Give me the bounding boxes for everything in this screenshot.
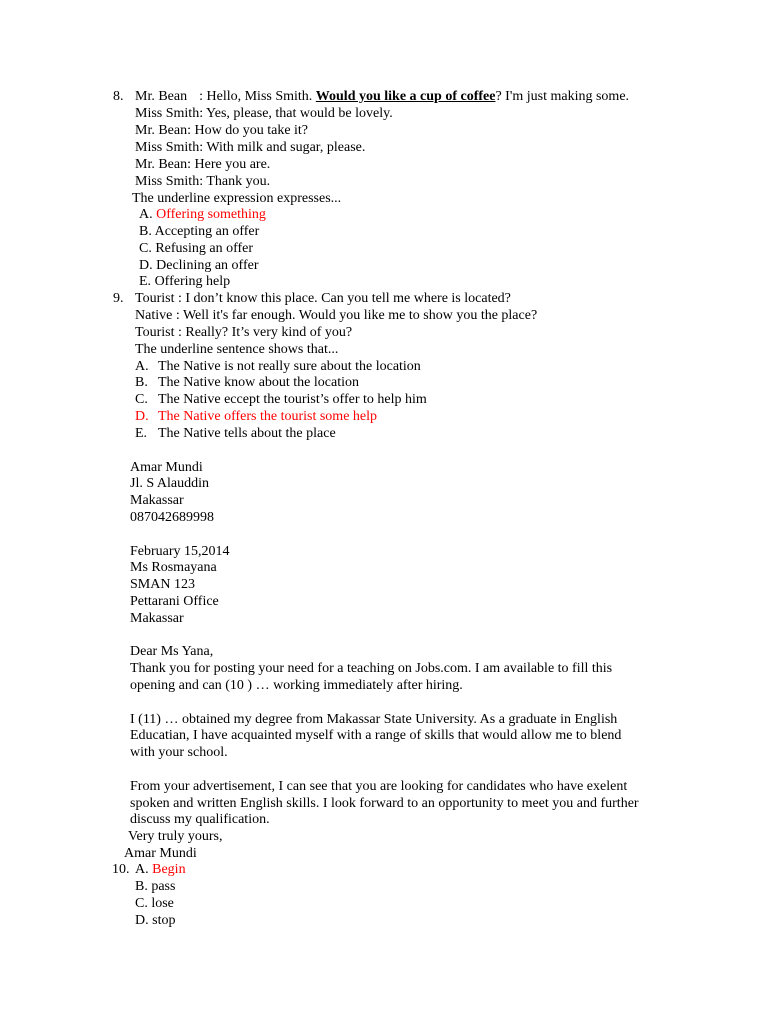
q10-option-letter: D. xyxy=(135,913,149,928)
q10-option-text-correct: Begin xyxy=(152,862,186,877)
q10-option-text: lose xyxy=(151,896,174,911)
q9-option-e xyxy=(135,425,336,442)
q8-dialog-line-5: Mr. Bean: Here you are. xyxy=(135,157,271,172)
q8-option-text: Offering help xyxy=(154,274,231,289)
letter-signature: Amar Mundi xyxy=(124,846,197,861)
q8-prompt: The underline expression expresses... xyxy=(132,191,342,206)
recipient-name: Ms Rosmayana xyxy=(130,560,217,575)
q10-option-a xyxy=(135,861,186,878)
q9-option-letter-correct: D. xyxy=(135,409,149,424)
q8-option-letter: A. xyxy=(139,207,153,222)
q8-option-b xyxy=(139,223,259,240)
q8-option-a xyxy=(139,206,266,223)
q8-dialog-line-2: Miss Smith: Yes, please, that would be lovely. xyxy=(135,106,393,121)
q8-option-text-correct: Offering something xyxy=(156,207,266,222)
q8-dialog-line-6: Miss Smith: Thank you. xyxy=(135,174,271,189)
q10-option-b xyxy=(135,878,175,895)
q10-number: 10. xyxy=(112,862,130,877)
q8-option-text: Declining an offer xyxy=(156,258,259,273)
q10-option-c xyxy=(135,895,174,912)
q9-option-d xyxy=(135,408,377,425)
q10-option-letter: A. xyxy=(135,862,149,877)
q10-option-letter: B. xyxy=(135,879,148,894)
q9-option-b xyxy=(135,374,359,391)
q8-number: 8. xyxy=(113,89,124,104)
q8-underlined-expression: Would you like a cup of coffee xyxy=(315,89,496,104)
sender-name: Amar Mundi xyxy=(130,460,203,475)
q9-option-text: The Native is not really sure about the location xyxy=(158,359,421,374)
letter-para2-line1: I (11) … obtained my degree from Makassar State University. As a graduate in English xyxy=(130,712,618,727)
q9-dialog-line-2: Native : Well it's far enough. Would you like me to show you the place? xyxy=(135,308,538,323)
q9-option-letter: E. xyxy=(135,426,148,441)
q10-option-d xyxy=(135,912,175,929)
q8-line1-pre: : Hello, Miss Smith. xyxy=(199,89,316,104)
q8-option-c xyxy=(139,240,253,257)
sender-city: Makassar xyxy=(130,493,184,508)
letter-para2-line2: Educatian, I have acquainted myself with a range of skills that would allow me to blend xyxy=(130,728,622,743)
letter-para3-line2: spoken and written English skills. I look forward to an opportunity to meet you and further xyxy=(130,796,639,811)
q9-option-letter: A. xyxy=(135,359,149,374)
letter-para1-line2: opening and can (10 ) … working immediately after hiring. xyxy=(130,678,463,693)
letter-para3-line1: From your advertisement, I can see that you are looking for candidates who have exelent xyxy=(130,779,628,794)
q8-dialog-line-1 xyxy=(135,88,629,105)
q8-line1-post: ? I'm just making some. xyxy=(495,89,630,104)
q8-option-d xyxy=(139,257,259,274)
q9-option-c xyxy=(135,391,427,408)
letter-para3-line3: discuss my qualification. xyxy=(130,812,270,827)
q8-dialog-line-4: Miss Smith: With milk and sugar, please. xyxy=(135,140,366,155)
letter-para1-line1: Thank you for posting your need for a teaching on Jobs.com. I am available to fill this xyxy=(130,661,613,676)
q9-option-letter: C. xyxy=(135,392,148,407)
letter-para2-line3: with your school. xyxy=(130,745,228,760)
q9-dialog-line-3: Tourist : Really? It’s very kind of you? xyxy=(135,325,353,340)
q9-option-text: The Native tells about the place xyxy=(158,426,336,441)
q8-option-letter: C. xyxy=(139,241,152,256)
q9-prompt: The underline sentence shows that... xyxy=(135,342,339,357)
letter-salutation: Dear Ms Yana, xyxy=(130,644,214,659)
q8-dialog-line-3: Mr. Bean: How do you take it? xyxy=(135,123,309,138)
q10-option-letter: C. xyxy=(135,896,148,911)
recipient-school: SMAN 123 xyxy=(130,577,195,592)
letter-closing: Very truly yours, xyxy=(128,829,223,844)
q9-option-text: The Native know about the location xyxy=(158,375,359,390)
sender-street: Jl. S Alauddin xyxy=(130,476,209,491)
q9-option-text-correct: The Native offers the tourist some help xyxy=(158,409,378,424)
q8-option-letter: E. xyxy=(139,274,152,289)
recipient-office: Pettarani Office xyxy=(130,594,219,609)
q10-option-text: pass xyxy=(151,879,176,894)
letter-date: February 15,2014 xyxy=(130,544,230,559)
q8-speaker: Mr. Bean xyxy=(135,89,188,104)
sender-phone: 087042689998 xyxy=(130,510,214,525)
q8-option-text: Accepting an offer xyxy=(154,224,260,239)
q8-option-text: Refusing an offer xyxy=(155,241,254,256)
q8-option-e xyxy=(139,273,230,290)
recipient-city: Makassar xyxy=(130,611,184,626)
q9-dialog-line-1: Tourist : I don’t know this place. Can you tell me where is located? xyxy=(135,291,511,306)
q8-option-letter: D. xyxy=(139,258,153,273)
q9-number: 9. xyxy=(113,291,124,306)
q9-option-a xyxy=(135,358,421,375)
q9-option-text: The Native eccept the tourist’s offer to help him xyxy=(158,392,427,407)
q8-option-letter: B. xyxy=(139,224,152,239)
q10-option-text: stop xyxy=(152,913,176,928)
q9-option-letter: B. xyxy=(135,375,148,390)
